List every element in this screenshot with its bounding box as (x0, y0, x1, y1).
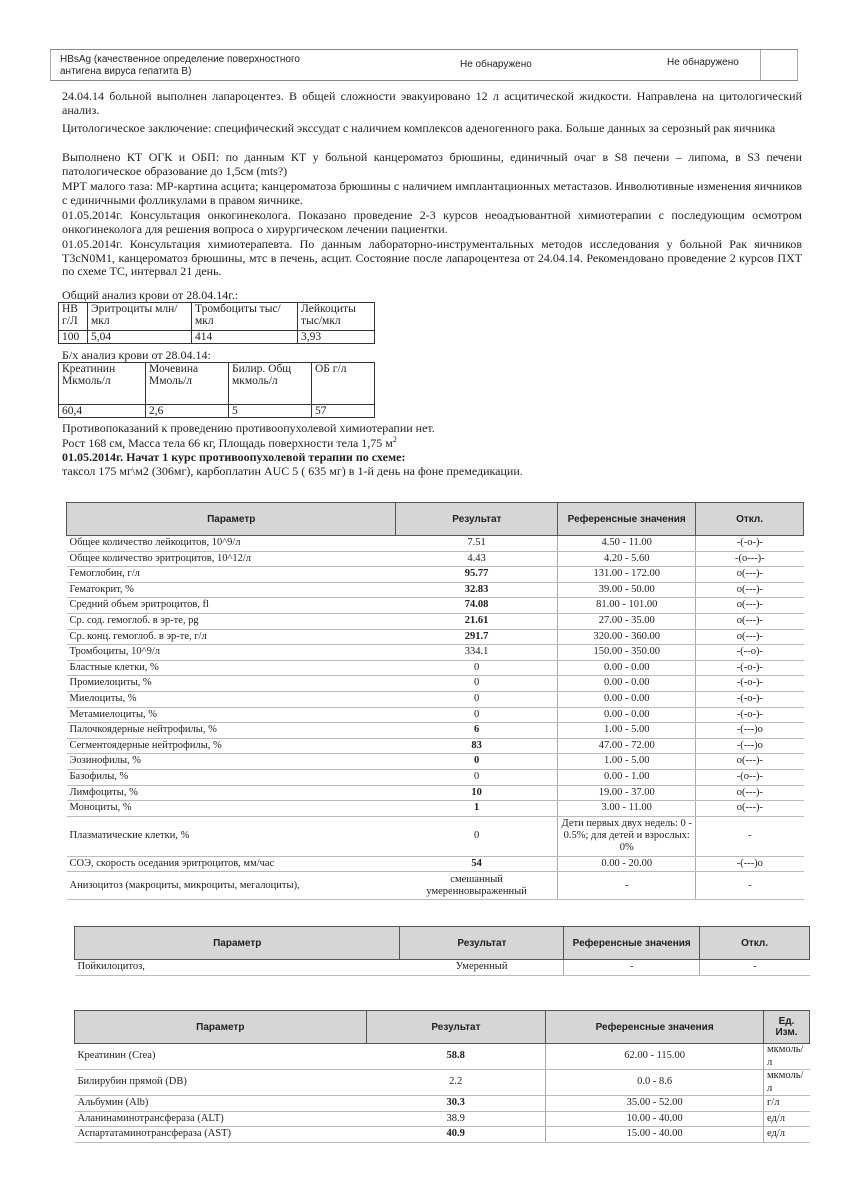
hbsag-param: HBsAg (качественное определение поверхностного антигена вируса гепатита В) (60, 54, 300, 77)
bio-table (58, 362, 375, 418)
lab-deviation: о(---)- (696, 598, 804, 614)
lab-reference: 4.20 - 5.60 (558, 551, 696, 567)
lab-param: Ср. сод. гемоглоб. в эр-те, pg (67, 613, 396, 629)
lab2-header-result: Результат (400, 927, 564, 960)
paragraph-ct: Выполнено КТ ОГК и ОБП: по данным КТ у больной канцероматоз брюшины, единичный очаг в S8 печени – липома, в S3 печени патологическое образование до 1,5см (mts?) (62, 150, 802, 178)
esr-reference: 0.00 - 20.00 (558, 856, 696, 872)
lab-deviation: о(---)- (696, 582, 804, 598)
lab-reference: 3.00 - 11.00 (558, 801, 696, 817)
lab-reference: 0.00 - 0.00 (558, 707, 696, 723)
lab-result: 6 (396, 723, 558, 739)
table-row (67, 645, 804, 661)
lab-param: Метамиелоциты, % (67, 707, 396, 723)
lab-result: 30.3 (366, 1096, 546, 1112)
table-row (67, 536, 804, 552)
bio-header: Мочевина Ммоль/л (146, 363, 229, 405)
lab-param: Базофилы, % (67, 769, 396, 785)
lab-result: 32.83 (396, 582, 558, 598)
bio-value: 57 (312, 405, 375, 418)
cbc-caption: Общий анализ крови от 28.04.14г.: (62, 288, 239, 302)
lab-result: 0 (396, 660, 558, 676)
table-row (67, 723, 804, 739)
bio-header: ОБ г/л (312, 363, 375, 405)
table-row (67, 707, 804, 723)
poikilocytosis-table (74, 926, 810, 976)
plasma-param: Плазматические клетки, % (67, 816, 396, 856)
lab-param: Промиелоциты, % (67, 676, 396, 692)
lab-reference: 47.00 - 72.00 (558, 738, 696, 754)
lab-result: 0 (396, 769, 558, 785)
table-row (67, 785, 804, 801)
lab-result: 0 (396, 754, 558, 770)
lab-deviation: о(---)- (696, 785, 804, 801)
bio-value: 2,6 (146, 405, 229, 418)
lab-param: Ср. конц. гемоглоб. в эр-те, г/л (67, 629, 396, 645)
lab3-header-unit: Ед. Изм. (763, 1011, 809, 1044)
table-row (67, 769, 804, 785)
lab-reference: 150.00 - 350.00 (558, 645, 696, 661)
lab-deviation: -(-о-)- (696, 536, 804, 552)
lab-deviation: -(о---)- (696, 551, 804, 567)
lab-result: 0 (396, 691, 558, 707)
lab-result: 95.77 (396, 567, 558, 583)
lab-reference: 131.00 - 172.00 (558, 567, 696, 583)
cbc-table (58, 302, 375, 344)
cbc-value: 3,93 (298, 331, 375, 344)
esr-result: 54 (396, 856, 558, 872)
lab-reference: 0.00 - 0.00 (558, 676, 696, 692)
lab-result: 21.61 (396, 613, 558, 629)
cbc-lab-table (66, 502, 804, 900)
hbsag-result: Не обнаружено (460, 59, 532, 70)
cbc-header: Эритроциты млн/мкл (88, 303, 192, 331)
table-row (67, 676, 804, 692)
height-weight-text: Рост 168 см, Масса тела 66 кг, Площадь поверхности тела 1,75 м (62, 436, 393, 450)
lab-param: Гематокрит, % (67, 582, 396, 598)
lab-result: 83 (396, 738, 558, 754)
lab-reference: 81.00 - 101.00 (558, 598, 696, 614)
lab-reference: 0.00 - 0.00 (558, 660, 696, 676)
lab-deviation: -(--о)- (696, 645, 804, 661)
lab-reference: 320.00 - 360.00 (558, 629, 696, 645)
lab-param: Общее количество эритроцитов, 10^12/л (67, 551, 396, 567)
cbc-value: 414 (192, 331, 298, 344)
lab-result: 40.9 (366, 1127, 546, 1143)
lab-unit: ед/л (763, 1111, 809, 1127)
paragraph-laparocentesis: 24.04.14 больной выполнен лапароцентез. В общей сложности эвакуировано 12 л асцитической жидкости. Направлена на цитологический анализ. (62, 89, 802, 117)
lab-deviation: о(---)- (696, 629, 804, 645)
lab-unit: мкмоль/л (763, 1070, 809, 1096)
lab-param: Аспартатаминотрансфераза (AST) (75, 1127, 367, 1143)
lab-param: Миелоциты, % (67, 691, 396, 707)
lab-result: 0 (396, 707, 558, 723)
lab-reference: 27.00 - 35.00 (558, 613, 696, 629)
plasma-reference: Дети первых двух недель: 0 - 0.5%; для детей и взрослых: 0% (558, 816, 696, 856)
lab-reference: 4.50 - 11.00 (558, 536, 696, 552)
poikilocytosis-reference: - (564, 960, 700, 976)
esr-deviation: -(---)о (696, 856, 804, 872)
paragraph-oncogynecologist: 01.05.2014г. Консультация онкогинеколога. Показано проведение 2-3 курсов неоадъювантной химиотерапии с последующим осмотром онкогинеколога для решения вопроса о хирургическом лечении пациентки. (62, 208, 802, 236)
bio-value: 5 (229, 405, 312, 418)
lab-result: 334.1 (396, 645, 558, 661)
lab3-header-result: Результат (366, 1011, 546, 1044)
lab-reference: 39.00 - 50.00 (558, 582, 696, 598)
lab-unit: мкмоль/л (763, 1044, 809, 1070)
table-row (67, 738, 804, 754)
lab-deviation: -(---)о (696, 738, 804, 754)
lab-deviation: -(о--)- (696, 769, 804, 785)
lab-reference: 19.00 - 37.00 (558, 785, 696, 801)
lab-result: 7.51 (396, 536, 558, 552)
lab-unit: ед/л (763, 1127, 809, 1143)
lab1-header-reference: Референсные значения (558, 503, 696, 536)
bio-header: Билир. Общ мкмоль/л (229, 363, 312, 405)
lab2-header-deviation: Откл. (700, 927, 810, 960)
aniso-deviation: - (696, 872, 804, 900)
lab-param: Эозинофилы, % (67, 754, 396, 770)
lab-deviation: о(---)- (696, 567, 804, 583)
cbc-header: HB г/Л (59, 303, 88, 331)
aniso-reference: - (558, 872, 696, 900)
scheme-note: таксол 175 мг\м2 (306мг), карбоплатин AUC 5 ( 635 мг) в 1-й день на фоне премедикации. (62, 464, 523, 478)
lab-reference: 1.00 - 5.00 (558, 754, 696, 770)
table-row (67, 691, 804, 707)
plasma-deviation: - (696, 816, 804, 856)
lab-reference: 0.0 - 8.6 (546, 1070, 764, 1096)
aniso-result: смешанный умеренновыраженный (396, 872, 558, 900)
table-row (67, 598, 804, 614)
table-row (67, 629, 804, 645)
table-row (67, 551, 804, 567)
lab-result: 0 (396, 676, 558, 692)
table-row (67, 613, 804, 629)
height-weight-sup: 2 (392, 435, 397, 444)
height-weight-note (62, 435, 397, 451)
lab-param: Креатинин (Crea) (75, 1044, 367, 1070)
table-row (75, 1096, 810, 1112)
lab-reference: 0.00 - 0.00 (558, 691, 696, 707)
cbc-header: Тромбоциты тыс/мкл (192, 303, 298, 331)
esr-param: СОЭ, скорость оседания эритроцитов, мм/час (67, 856, 396, 872)
lab2-header-param: Параметр (75, 927, 400, 960)
lab-reference: 0.00 - 1.00 (558, 769, 696, 785)
lab-unit: г/л (763, 1096, 809, 1112)
poikilocytosis-result: Умеренный (400, 960, 564, 976)
lab-deviation: о(---)- (696, 801, 804, 817)
table-row (67, 754, 804, 770)
table-row (75, 1111, 810, 1127)
lab-param: Палочкоядерные нейтрофилы, % (67, 723, 396, 739)
lab-param: Билирубин прямой (DB) (75, 1070, 367, 1096)
lab-result: 58.8 (366, 1044, 546, 1070)
table-row (67, 801, 804, 817)
table-row (67, 660, 804, 676)
lab-result: 1 (396, 801, 558, 817)
lab1-header-result: Результат (396, 503, 558, 536)
lab-param: Аланинаминотрансфераза (ALT) (75, 1111, 367, 1127)
plasma-result: 0 (396, 816, 558, 856)
lab-param: Лимфоциты, % (67, 785, 396, 801)
paragraph-chemotherapist: 01.05.2014г. Консультация химиотерапевта. По данным лабораторно-инструментальных методов исследования у больной Рак яичников T3cN0M1, канцероматоз брюшины, мтс в печень, асцит. Состояние после лапароцентеза от 24.04.14. Рекомендовано проведение 2 курсов ПХТ по схеме TC, интервал 21 день. (62, 237, 802, 278)
lab-param: Моноциты, % (67, 801, 396, 817)
cbc-value: 100 (59, 331, 88, 344)
lab-reference: 35.00 - 52.00 (546, 1096, 764, 1112)
lab-param: Гемоглобин, г/л (67, 567, 396, 583)
lab-param: Тромбоциты, 10^9/л (67, 645, 396, 661)
lab-param: Общее количество лейкоцитов, 10^9/л (67, 536, 396, 552)
lab-deviation: о(---)- (696, 613, 804, 629)
lab-result: 74.08 (396, 598, 558, 614)
cbc-value: 5,04 (88, 331, 192, 344)
lab1-header-param: Параметр (67, 503, 396, 536)
lab-reference: 15.00 - 40.00 (546, 1127, 764, 1143)
lab-result: 10 (396, 785, 558, 801)
cbc-header: Лейкоциты тыс/мкл (298, 303, 375, 331)
table-row (67, 567, 804, 583)
hbsag-reference: Не обнаружено (667, 57, 739, 68)
hbsag-row (50, 49, 798, 81)
bio-caption: Б/х анализ крови от 28.04.14: (62, 348, 211, 362)
poikilocytosis-param: Пойкилоцитоз, (75, 960, 400, 976)
course-start-note: 01.05.2014г. Начат 1 курс противоопухолевой терапии по схеме: (62, 450, 406, 464)
lab3-header-reference: Референсные значения (546, 1011, 764, 1044)
lab-param: Альбумин (Alb) (75, 1096, 367, 1112)
lab-deviation: -(-о-)- (696, 676, 804, 692)
biochemistry-lab-table (74, 1010, 810, 1143)
aniso-param: Анизоцитоз (макроциты, микроциты, мегалоциты), (67, 872, 396, 900)
lab-deviation: -(---)о (696, 723, 804, 739)
lab-deviation: -(-о-)- (696, 691, 804, 707)
bio-header: Креатинин Мкмоль/л (59, 363, 146, 405)
bio-value: 60,4 (59, 405, 146, 418)
table-row (75, 1044, 810, 1070)
paragraph-mri: МРТ малого таза: МР-картина асцита; канцероматоза брюшины с наличием имплантационных метастазов. Инволютивные изменения яичников с единичными фолликулами в правом яичнике. (62, 179, 802, 207)
lab-reference: 62.00 - 115.00 (546, 1044, 764, 1070)
lab-result: 4.43 (396, 551, 558, 567)
contraindications-note: Противопоказаний к проведению противоопухолевой химиотерапии нет. (62, 421, 435, 435)
lab-reference: 1.00 - 5.00 (558, 723, 696, 739)
table-row (75, 1127, 810, 1143)
lab2-header-reference: Референсные значения (564, 927, 700, 960)
lab3-header-param: Параметр (75, 1011, 367, 1044)
lab-deviation: -(-о-)- (696, 707, 804, 723)
lab-reference: 10.00 - 40.00 (546, 1111, 764, 1127)
lab-deviation: о(---)- (696, 754, 804, 770)
lab-result: 291.7 (396, 629, 558, 645)
poikilocytosis-deviation: - (700, 960, 810, 976)
lab1-header-deviation: Откл. (696, 503, 804, 536)
lab-param: Средний объем эритроцитов, fl (67, 598, 396, 614)
lab-deviation: -(-о-)- (696, 660, 804, 676)
paragraph-cytology: Цитологическое заключение: специфический экссудат с наличием комплексов аденогенного рака. Больше данных за серозный рак яичника (62, 121, 776, 135)
lab-result: 38.9 (366, 1111, 546, 1127)
lab-param: Бластные клетки, % (67, 660, 396, 676)
table-row (67, 582, 804, 598)
table-row (75, 1070, 810, 1096)
lab-result: 2.2 (366, 1070, 546, 1096)
lab-param: Сегментоядерные нейтрофилы, % (67, 738, 396, 754)
